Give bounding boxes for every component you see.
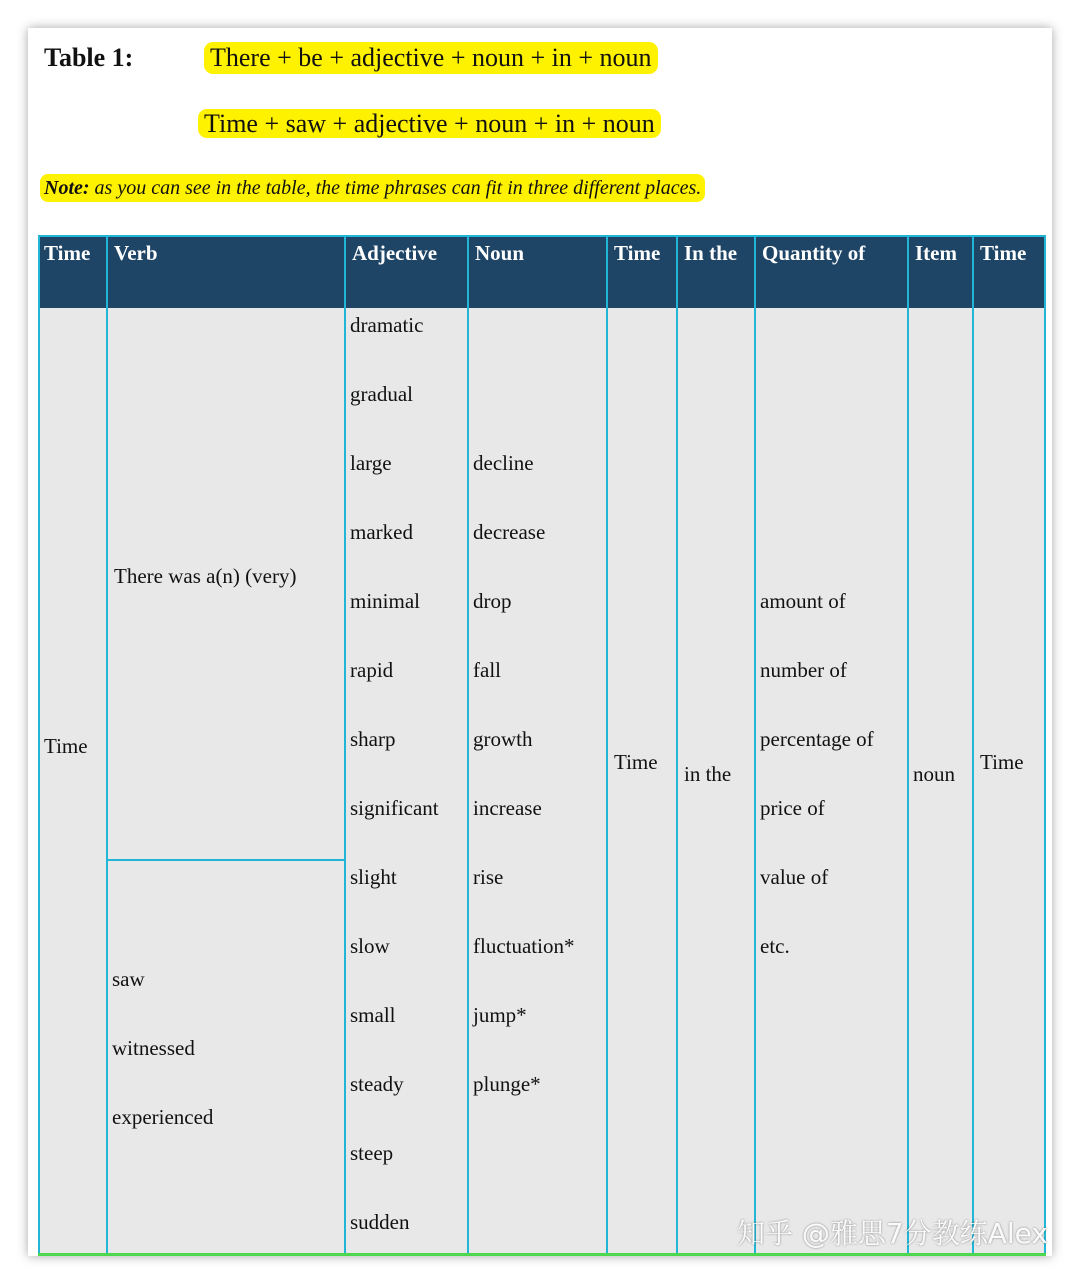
table-title: Table 1:	[44, 43, 134, 72]
adjective-item: small	[350, 1003, 396, 1027]
quantity-item: value of	[760, 865, 829, 889]
quantity-list	[760, 584, 874, 998]
note-text: as you can see in the table, the time phrases can fit in three different places.	[89, 177, 702, 199]
bottom-line	[38, 1253, 1046, 1256]
adjective-list	[350, 308, 439, 1256]
adjective-item: dramatic	[350, 313, 424, 337]
time-right-cell: Time	[980, 750, 1024, 774]
document-page	[28, 28, 1052, 1256]
adjective-item: steep	[350, 1141, 394, 1165]
adjective-item: marked	[350, 520, 413, 544]
formula-row-2	[198, 108, 661, 140]
in-the-cell: in the	[684, 762, 732, 786]
item-cell: noun	[913, 762, 955, 786]
quantity-item: percentage of	[760, 727, 874, 751]
header-time-1: Time	[38, 235, 108, 308]
col-quantity	[756, 308, 909, 1256]
col-item	[909, 308, 974, 1256]
verb-list	[112, 962, 213, 1169]
adjective-item: significant	[350, 796, 439, 820]
col-verb	[108, 308, 346, 1256]
header-noun: Noun	[469, 235, 608, 308]
header-item: Item	[909, 235, 974, 308]
header-time-2: Time	[608, 235, 678, 308]
noun-item: decline	[473, 451, 534, 475]
adjective-item: sudden	[350, 1210, 410, 1234]
time-mid-cell: Time	[614, 750, 658, 774]
col-noun	[469, 308, 608, 1256]
noun-item: fall	[473, 658, 501, 682]
heading-row	[44, 42, 658, 74]
quantity-item: price of	[760, 796, 825, 820]
verb-there-was: There was a(n) (very)	[114, 564, 297, 588]
adjective-item: slight	[350, 865, 397, 889]
formula-time-saw: Time + saw + adjective + noun + in + noun	[198, 109, 661, 138]
header-verb: Verb	[108, 235, 346, 308]
watermark: 知乎 @雅思7分教练Alex	[737, 1217, 1048, 1250]
noun-item: fluctuation*	[473, 934, 575, 958]
col-time-left	[38, 308, 108, 1256]
noun-item: decrease	[473, 520, 546, 544]
verb-item: witnessed	[112, 1036, 195, 1060]
header-quantity-of: Quantity of	[756, 235, 909, 308]
note-label: Note:	[44, 177, 90, 199]
quantity-item: amount of	[760, 589, 846, 613]
col-in-the	[678, 308, 756, 1256]
verb-divider	[108, 859, 344, 861]
formula-there-be: There + be + adjective + noun + in + noun	[204, 42, 658, 74]
header-time-3: Time	[974, 235, 1046, 308]
noun-list	[473, 446, 574, 1136]
adjective-item: minimal	[350, 589, 420, 613]
adjective-item: steady	[350, 1072, 404, 1096]
noun-item: rise	[473, 865, 504, 889]
verb-item: experienced	[112, 1105, 214, 1129]
col-time-mid	[608, 308, 678, 1256]
col-time-right	[974, 308, 1046, 1256]
vocabulary-table	[38, 235, 1046, 1256]
time-left-cell: Time	[44, 734, 88, 758]
adjective-item: large	[350, 451, 392, 475]
header-in-the: In the	[678, 235, 756, 308]
note-line	[40, 174, 705, 202]
header-adjective: Adjective	[346, 235, 469, 308]
verb-item: saw	[112, 967, 145, 991]
quantity-item: number of	[760, 658, 847, 682]
noun-item: growth	[473, 727, 533, 751]
adjective-item: gradual	[350, 382, 413, 406]
quantity-item: etc.	[760, 934, 790, 958]
adjective-item: rapid	[350, 658, 394, 682]
noun-item: drop	[473, 589, 512, 613]
noun-item: increase	[473, 796, 542, 820]
adjective-item: sharp	[350, 727, 396, 751]
noun-item: jump*	[473, 1003, 527, 1027]
adjective-item: slow	[350, 934, 390, 958]
col-adjective	[346, 308, 469, 1256]
noun-item: plunge*	[473, 1072, 541, 1096]
